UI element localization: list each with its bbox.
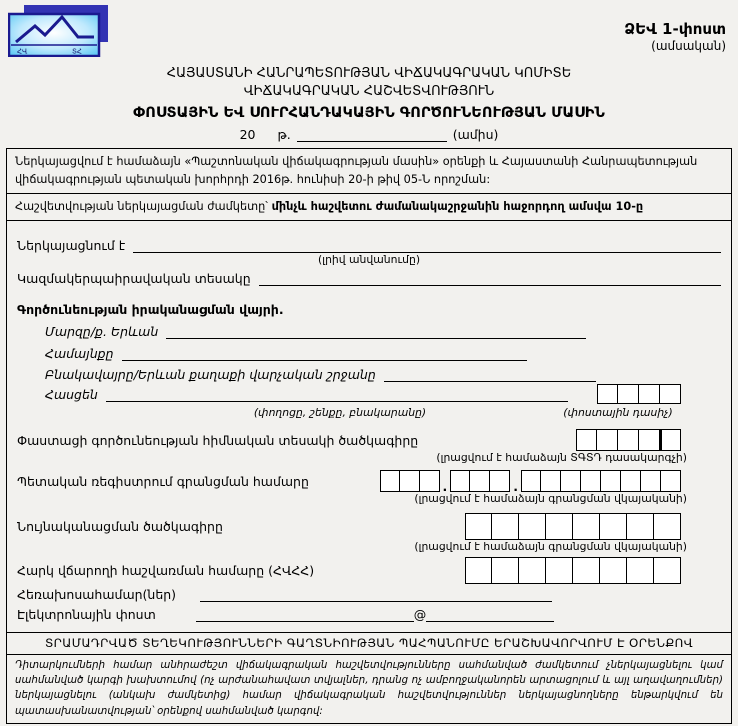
tin-row: [17, 557, 681, 584]
box-cell[interactable]: [600, 513, 627, 540]
box-cell[interactable]: [519, 513, 546, 540]
presenter-blank-line[interactable]: [133, 237, 721, 253]
location-heading: Գործունեության իրականացման վայրի.: [17, 302, 284, 317]
report-date-line: [0, 126, 738, 142]
postal-hint: (փոստային դասիչ): [563, 406, 673, 419]
box-cell[interactable]: [660, 429, 681, 451]
phone-line: [17, 586, 721, 602]
activity-code-row: [17, 429, 681, 451]
box-cell[interactable]: [519, 557, 546, 584]
deadline-value: մինչև հաշվետու ժամանակաշրջանին հաջորդող ամսվա 10-ը: [271, 200, 644, 213]
address-label: Հասցեն: [45, 387, 98, 402]
deadline-label: Հաշվետվության ներկայացման ժամկետը՝: [15, 200, 268, 213]
box-cell[interactable]: [654, 557, 681, 584]
deadline-row: [7, 194, 731, 221]
community-line: [17, 345, 721, 361]
box-cell[interactable]: [450, 470, 470, 492]
address-blank-line[interactable]: [106, 386, 568, 402]
address-hint: (փողոցը, շենքը, բնակարանը): [253, 406, 427, 419]
address-hints: [17, 406, 721, 419]
box-cell[interactable]: [661, 470, 681, 492]
address-inner: [17, 386, 597, 402]
confidentiality-row: ՏՐԱՄԱԴՐՎԱԾ ՏԵՂԵԿՈՒԹՅՈՒՆՆԵՐԻ ԳԱՂՏՆԻՈՒԹՅԱՆ ՊԱՀՊԱՆՈՒՄԸ ԵՐԱՇԽԱՎՈՐՎՈՒՄ Է ՕՐԵՆՔՈՎ: [7, 633, 731, 655]
register-dot: .: [513, 479, 518, 494]
armstat-logo: [8, 5, 110, 57]
region-blank-line[interactable]: [166, 323, 586, 339]
form-identifier: [624, 20, 726, 53]
community-blank-line[interactable]: [122, 345, 527, 361]
form-title: ՓՈՍՏԱՅԻՆ ԵՎ ՍՈՒՐՀԱՆԴԱԿԱՅԻՆ ԳՈՐԾՈՒՆԵՈՒԹՅԱՆ ՄԱՍԻՆ: [133, 105, 605, 121]
logo-right-letters: ՏՀ: [72, 47, 82, 56]
box-cell[interactable]: [573, 557, 600, 584]
month-hint: (ամիս): [452, 127, 499, 142]
legal-form-blank-line[interactable]: [259, 270, 721, 286]
tin-box: [465, 557, 681, 584]
report-type: ՎԻՃԱԿԱԳՐԱԿԱՆ ՀԱՇՎԵՏՎՈՒԹՅՈՒՆ: [243, 84, 495, 99]
form-periodicity: (ամսական): [651, 39, 726, 53]
box-cell[interactable]: [639, 429, 660, 451]
box-cell[interactable]: [576, 429, 597, 451]
register-hint: (լրացվում է համաձայն գրանցման վկայականի): [414, 492, 687, 505]
email-domain-blank-line[interactable]: [426, 606, 554, 622]
activity-label: Փաստացի գործունեության հիմնական տեսակի ծածկագիրը: [17, 432, 419, 448]
email-local-blank-line[interactable]: [196, 606, 414, 622]
legal-basis-row: Ներկայացվում է համաձայն «Պաշտոնական վիճակագրության մասին» օրենքի և Հայաստանի Հանրապետության վիճակագրության պետական խորհրդի 2016թ. հունիսի 20-ի թիվ 05-Ն որոշման:: [7, 149, 731, 194]
box-cell[interactable]: [581, 470, 601, 492]
register-group-1: [380, 470, 440, 492]
logo-left-letters: ՀՎ: [17, 47, 28, 56]
tin-label: Հարկ վճարողի հաշվառման համարը (ՀՎՀՀ): [17, 563, 315, 578]
box-cell[interactable]: [639, 384, 660, 404]
register-group-2: [450, 470, 510, 492]
box-cell[interactable]: [600, 557, 627, 584]
armstat-logo-image: [8, 5, 110, 57]
box-cell[interactable]: [470, 470, 490, 492]
box-cell[interactable]: [521, 470, 541, 492]
email-line: [17, 606, 721, 622]
box-cell[interactable]: [660, 384, 681, 404]
requisites-section: [7, 221, 731, 633]
presenter-line: [17, 237, 721, 253]
box-cell[interactable]: [573, 513, 600, 540]
id-code-label: Նույնականացման ծածկագիրը: [17, 519, 223, 534]
community-label: Համայնքը: [45, 346, 114, 361]
legal-form-label: Կազմակերպաիրավական տեսակը: [17, 271, 251, 286]
box-cell[interactable]: [627, 557, 654, 584]
settlement-label: Բնակավայրը/Երևան քաղաքի վարչական շրջանը: [45, 367, 376, 382]
phone-label: Հեռախոսահամար(ներ): [17, 587, 177, 602]
box-cell[interactable]: [641, 470, 661, 492]
box-cell[interactable]: [465, 513, 492, 540]
postal-code-box: [597, 384, 681, 404]
box-cell[interactable]: [465, 557, 492, 584]
box-cell[interactable]: [546, 513, 573, 540]
box-cell[interactable]: [627, 513, 654, 540]
register-number-box: [380, 470, 682, 492]
year-prefix: 20: [239, 127, 256, 142]
year-suffix: թ.: [277, 127, 291, 142]
box-cell[interactable]: [400, 470, 420, 492]
address-line: [17, 384, 681, 404]
register-number-row: [17, 470, 681, 492]
box-cell[interactable]: [561, 470, 581, 492]
form-code: ՁԵՎ 1-փոստ: [624, 20, 726, 38]
activity-hint: (լրացվում է համաձայն ՏԳՏԴ դասակարգչի): [436, 451, 687, 464]
box-cell[interactable]: [618, 429, 639, 451]
id-code-box: [465, 513, 681, 540]
settlement-line: [17, 366, 721, 382]
email-label: Էլեկտրոնային փոստ: [17, 607, 156, 622]
id-code-row: [17, 513, 681, 540]
box-cell[interactable]: [601, 470, 621, 492]
box-cell[interactable]: [380, 470, 400, 492]
committee-name: ՀԱՅԱՍՏԱՆԻ ՀԱՆՐԱՊԵՏՈՒԹՅԱՆ ՎԻՃԱԿԱԳՐԱԿԱՆ ԿՈՄԻՏԵ: [166, 66, 572, 81]
box-cell[interactable]: [492, 557, 519, 584]
form-header: [0, 0, 738, 148]
liability-note: Դիտարկումների համար անհրաժեշտ վիճակագրական հաշվետվությունները սահմանված ժամկետում չներկայացնելու կամ սահմանված կարգի խախտումով (ոչ արժանահավատ տվյալներ, դրանց ոչ ամբողջականորեն արտացոլում և այլ աղավաղումներ) ներկայացնելու (անկախ ժամկետից) համար վիճակագրական հաշվետվություններ ներկայացնողները ենթարկվում են պատասխանատվության՝ օրենքով սահմանված կարգով:: [15, 659, 723, 717]
box-cell[interactable]: [597, 429, 618, 451]
box-cell[interactable]: [492, 513, 519, 540]
region-line: [17, 323, 721, 339]
box-cell[interactable]: [618, 384, 639, 404]
box-cell[interactable]: [621, 470, 641, 492]
phone-blank-line[interactable]: [200, 586, 552, 602]
form-body-table: [6, 148, 732, 724]
box-cell[interactable]: [597, 384, 618, 404]
legal-form-line: [17, 270, 721, 286]
box-cell[interactable]: [420, 470, 440, 492]
register-dot: .: [442, 479, 448, 494]
box-cell[interactable]: [654, 513, 681, 540]
activity-code-box: [576, 429, 681, 451]
email-at-sign: @: [413, 607, 427, 622]
region-label: Մարզը/ք. Երևան: [45, 324, 159, 339]
box-cell[interactable]: [541, 470, 561, 492]
box-cell[interactable]: [546, 557, 573, 584]
id-code-hint: (լրացվում է համաձայն գրանցման վկայականի): [414, 540, 687, 553]
box-cell[interactable]: [490, 470, 510, 492]
settlement-blank-line[interactable]: [384, 366, 596, 382]
month-blank-line[interactable]: [297, 126, 447, 142]
register-group-3: [521, 470, 681, 492]
presenter-hint: (լրիվ անվանումը): [317, 253, 421, 266]
register-label: Պետական ռեգիստրում գրանցման համարը: [17, 473, 309, 489]
presenter-label: Ներկայացնում է: [17, 238, 126, 253]
